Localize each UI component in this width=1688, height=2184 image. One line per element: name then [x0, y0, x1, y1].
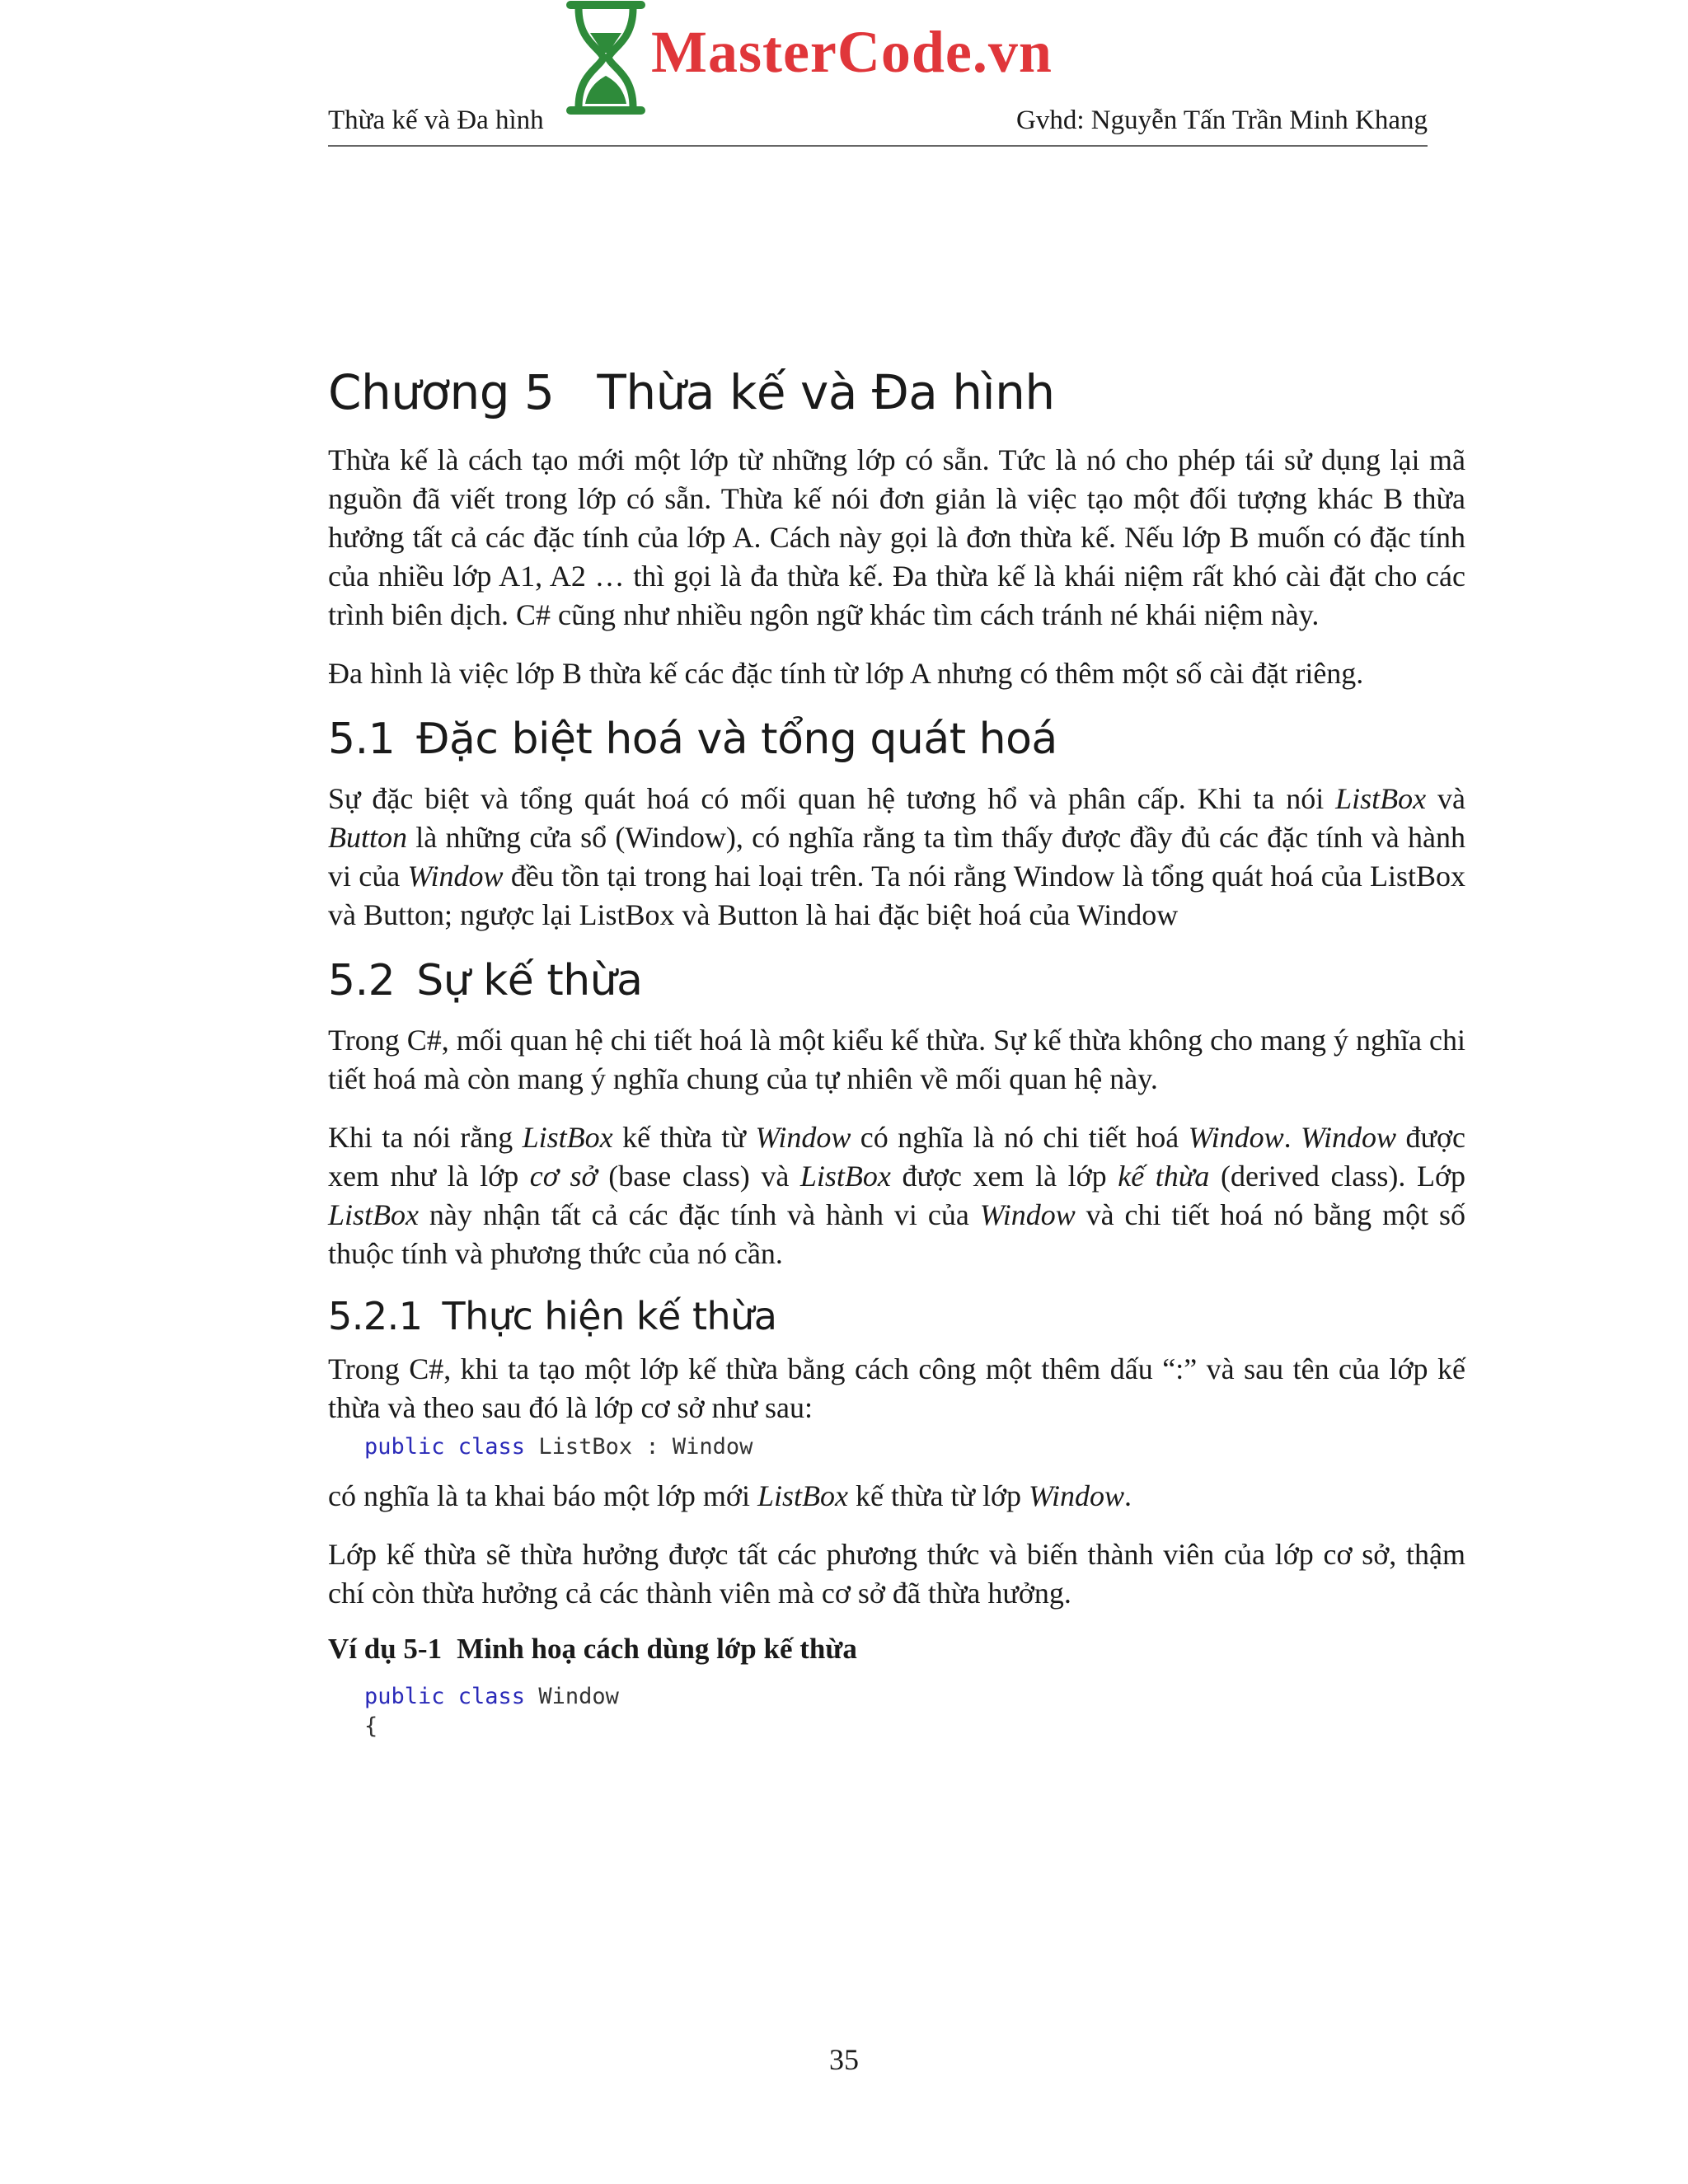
intro-paragraph-2: Đa hình là việc lớp B thừa kế các đặc tính từ lớp A nhưng có thêm một số cài đặt riêng.: [328, 656, 1364, 690]
italic-term: Window: [1301, 1120, 1397, 1154]
code-text: Window: [525, 1684, 619, 1709]
italic-term: ListBox: [1335, 781, 1427, 815]
text-run: được xem là lớp: [890, 1159, 1118, 1193]
section-number: 5.2.1: [328, 1293, 423, 1338]
text-run: có nghĩa là ta khai báo một lớp mới: [328, 1479, 757, 1512]
text-run: Khi ta nói rằng: [328, 1120, 523, 1154]
intro-paragraph-1: Thừa kế là cách tạo mới một lớp từ những lớp có sẵn. Tức là nó cho phép tái sử dụng lại mã nguồn đã viết trong lớp có sẵn. Thừa kế nói đơn giản là việc tạo một đối tượng khác B thừa hưởng tất cả các đặc tính của lớp A. Cách này gọi là đơn thừa kế. Nếu lớp B muốn có đặc tính của nhiều lớp A1, A2 … thì gọi là đa thừa kế. Đa thừa kế là khái niệm rất khó cài đặt cho các trình biên dịch. C# cũng như nhiều ngôn ngữ khác tìm cách tránh né khái niệm này.: [328, 443, 1465, 631]
hourglass-icon: [560, 0, 651, 115]
section-5-1-paragraph: [328, 780, 1465, 935]
section-5-2-paragraph-1: Trong C#, mối quan hệ chi tiết hoá là một kiểu kế thừa. Sự kế thừa không cho mang ý nghĩa chi tiết hoá mà còn mang ý nghĩa chung của tự nhiên về mối quan hệ này.: [328, 1023, 1465, 1095]
code-brace: {: [364, 1713, 378, 1739]
text-run: là những cửa sổ (Window), có nghĩa rằng ta tìm thấy được đầy đủ các đặc tính và hành vi của: [328, 820, 1465, 893]
italic-term: Window: [979, 1197, 1076, 1231]
code-keyword: public class: [364, 1434, 526, 1460]
text-run: (derived class). Lớp: [1209, 1159, 1466, 1193]
section-title: Thực hiện kế thừa: [442, 1293, 777, 1338]
section-5-2-1-paragraph-1: Trong C#, khi ta tạo một lớp kế thừa bằng cách công một thêm dấu “:” và sau tên của lớp kế thừa và theo sau đó là lớp cơ sở như sau:: [328, 1352, 1465, 1424]
section-5-2-1-paragraph-2: [328, 1477, 1465, 1516]
italic-term: ListBox: [522, 1120, 613, 1154]
italic-term: Button: [328, 820, 407, 854]
text-run: kế thừa từ: [612, 1120, 756, 1154]
text-run: Sự đặc biệt và tổng quát hoá có mối quan hệ tương hổ và phân cấp. Khi ta nói: [328, 781, 1336, 815]
section-number: 5.2: [328, 955, 396, 1005]
code-snippet-window: [364, 1682, 1465, 1741]
text-run: và chi tiết hoá nó bằng một số thuộc tính và phương thức của nó cần.: [328, 1197, 1465, 1270]
header-instructor: Gvhd: Nguyễn Tấn Trần Minh Khang: [1016, 105, 1428, 135]
code-keyword: public class: [364, 1684, 526, 1709]
text-run: (base class) và: [597, 1159, 800, 1193]
italic-term: Window: [407, 859, 504, 893]
section-5-2-heading: [328, 954, 1465, 1008]
header-left-title: Thừa kế và Đa hình: [328, 105, 544, 135]
chapter-title: Thừa kế và Đa hình: [597, 364, 1055, 420]
page-number: 35: [829, 2043, 859, 2076]
logo-text: MasterCode.vn: [651, 19, 1053, 85]
section-title: Sự kế thừa: [416, 955, 643, 1005]
text-run: kế thừa từ lớp: [847, 1479, 1029, 1512]
italic-term: kế thừa: [1118, 1159, 1210, 1193]
code-snippet-listbox: [364, 1432, 1465, 1462]
italic-term: ListBox: [757, 1479, 848, 1512]
caption-label: Ví dụ 5-1: [328, 1633, 443, 1665]
chapter-number: Chương 5: [328, 364, 555, 420]
text-run: được xem như là lớp: [328, 1120, 1466, 1193]
mastercode-logo: [560, 0, 1121, 115]
italic-term: Window: [1188, 1120, 1284, 1154]
italic-term: Window: [755, 1120, 851, 1154]
italic-term: Window: [1029, 1479, 1125, 1512]
section-number: 5.1: [328, 714, 396, 764]
running-header: [328, 105, 1428, 147]
italic-term: ListBox: [799, 1159, 891, 1193]
text-run: này nhận tất cả các đặc tính và hành vi của: [419, 1197, 980, 1231]
text-run: .: [1124, 1479, 1132, 1512]
section-5-2-paragraph-2: [328, 1118, 1465, 1273]
text-run: có nghĩa là nó chi tiết hoá: [851, 1120, 1189, 1154]
code-text: ListBox : Window: [525, 1434, 753, 1460]
text-run: đều tồn tại trong hai loại trên. Ta nói rằng Window là tổng quát hoá của ListBox và Button; ngược lại ListBox và Button là hai đặc biệt hoá của Window: [328, 859, 1465, 931]
section-5-1-heading: [328, 713, 1465, 766]
text-run: và: [1426, 781, 1465, 815]
italic-term: cơ sở: [529, 1159, 598, 1193]
caption-title: Minh hoạ cách dùng lớp kế thừa: [457, 1633, 857, 1665]
section-5-2-1-paragraph-3: Lớp kế thừa sẽ thừa hưởng được tất các phương thức và biến thành viên của lớp cơ sở, thậm chí còn thừa hưởng cả các thành viên mà cơ sở đã thừa hưởng.: [328, 1538, 1465, 1610]
section-5-2-1-heading: [328, 1293, 1465, 1341]
chapter-heading: [328, 363, 1465, 423]
text-run: .: [1283, 1120, 1301, 1154]
section-title: Đặc biệt hoá và tổng quát hoá: [416, 714, 1057, 764]
italic-term: ListBox: [328, 1197, 420, 1231]
page-content: [328, 363, 1465, 1756]
example-caption: [328, 1633, 1465, 1666]
